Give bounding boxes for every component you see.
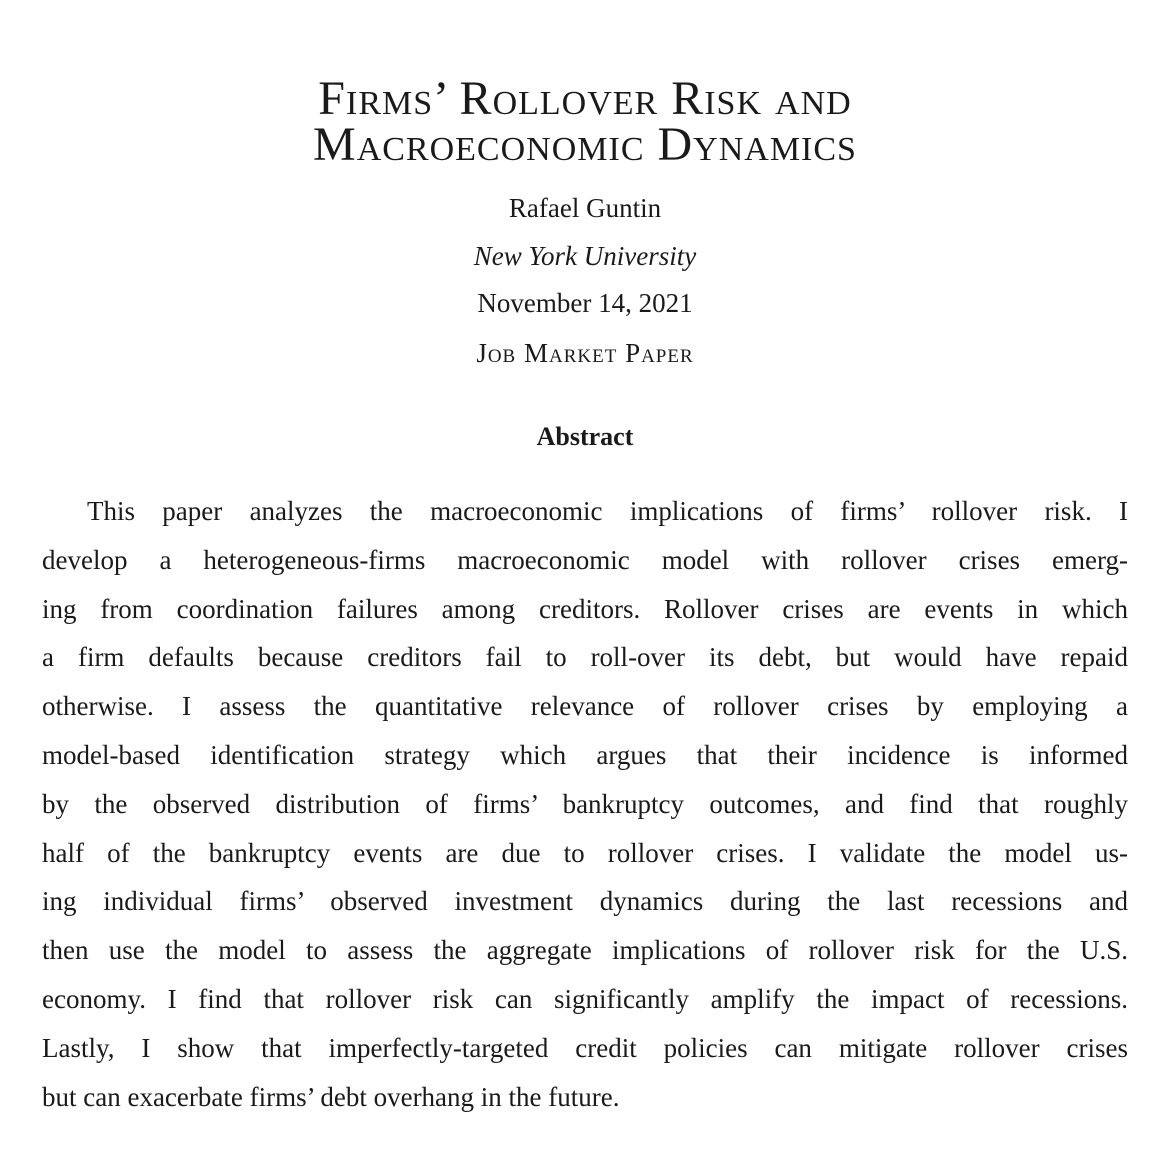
abstract-body [42, 487, 1128, 1121]
abstract-line: by the observed distribution of firms’ bankruptcy outcomes, and find that roughly [42, 788, 1128, 819]
abstract-line: otherwise. I assess the quantitative relevance of rollover crises by employing a [42, 691, 1128, 722]
abstract-line: ing from coordination failures among creditors. Rollover crises are events in which [42, 593, 1128, 624]
paper-tag: Job Market Paper [476, 338, 694, 368]
abstract-line: ing individual firms’ observed investment dynamics during the last recessions and [42, 886, 1128, 917]
abstract-line: model-based identification strategy which argues that their incidence is informed [42, 739, 1128, 770]
abstract-line: develop a heterogeneous-firms macroeconomic model with rollover crises emerg- [42, 544, 1128, 575]
abstract-line: This paper analyzes the macroeconomic implications of firms’ rollover risk. I [87, 496, 1128, 526]
paper-title [0, 72, 1170, 171]
abstract-heading: Abstract [536, 422, 634, 451]
abstract-line: but can exacerbate firms’ debt overhang in the future. [42, 1081, 620, 1112]
abstract-line: economy. I find that rollover risk can significantly amplify the impact of recessions. [42, 983, 1128, 1014]
abstract-line: Lastly, I show that imperfectly-targeted credit policies can mitigate rollover crises [42, 1032, 1128, 1063]
author-affiliation: New York University [473, 241, 697, 271]
title-line-2: Macroeconomic Dynamics [313, 118, 857, 171]
abstract-line: then use the model to assess the aggregate implications of rollover risk for the U.S. [42, 935, 1128, 966]
title-line-1: Firms’ Rollover Risk and [318, 72, 852, 125]
abstract-line: a firm defaults because creditors fail to roll-over its debt, but would have repaid [42, 642, 1128, 673]
author-name: Rafael Guntin [508, 193, 662, 223]
abstract-line: half of the bankruptcy events are due to rollover crises. I validate the model us- [42, 837, 1128, 868]
paper-date: November 14, 2021 [477, 288, 693, 318]
